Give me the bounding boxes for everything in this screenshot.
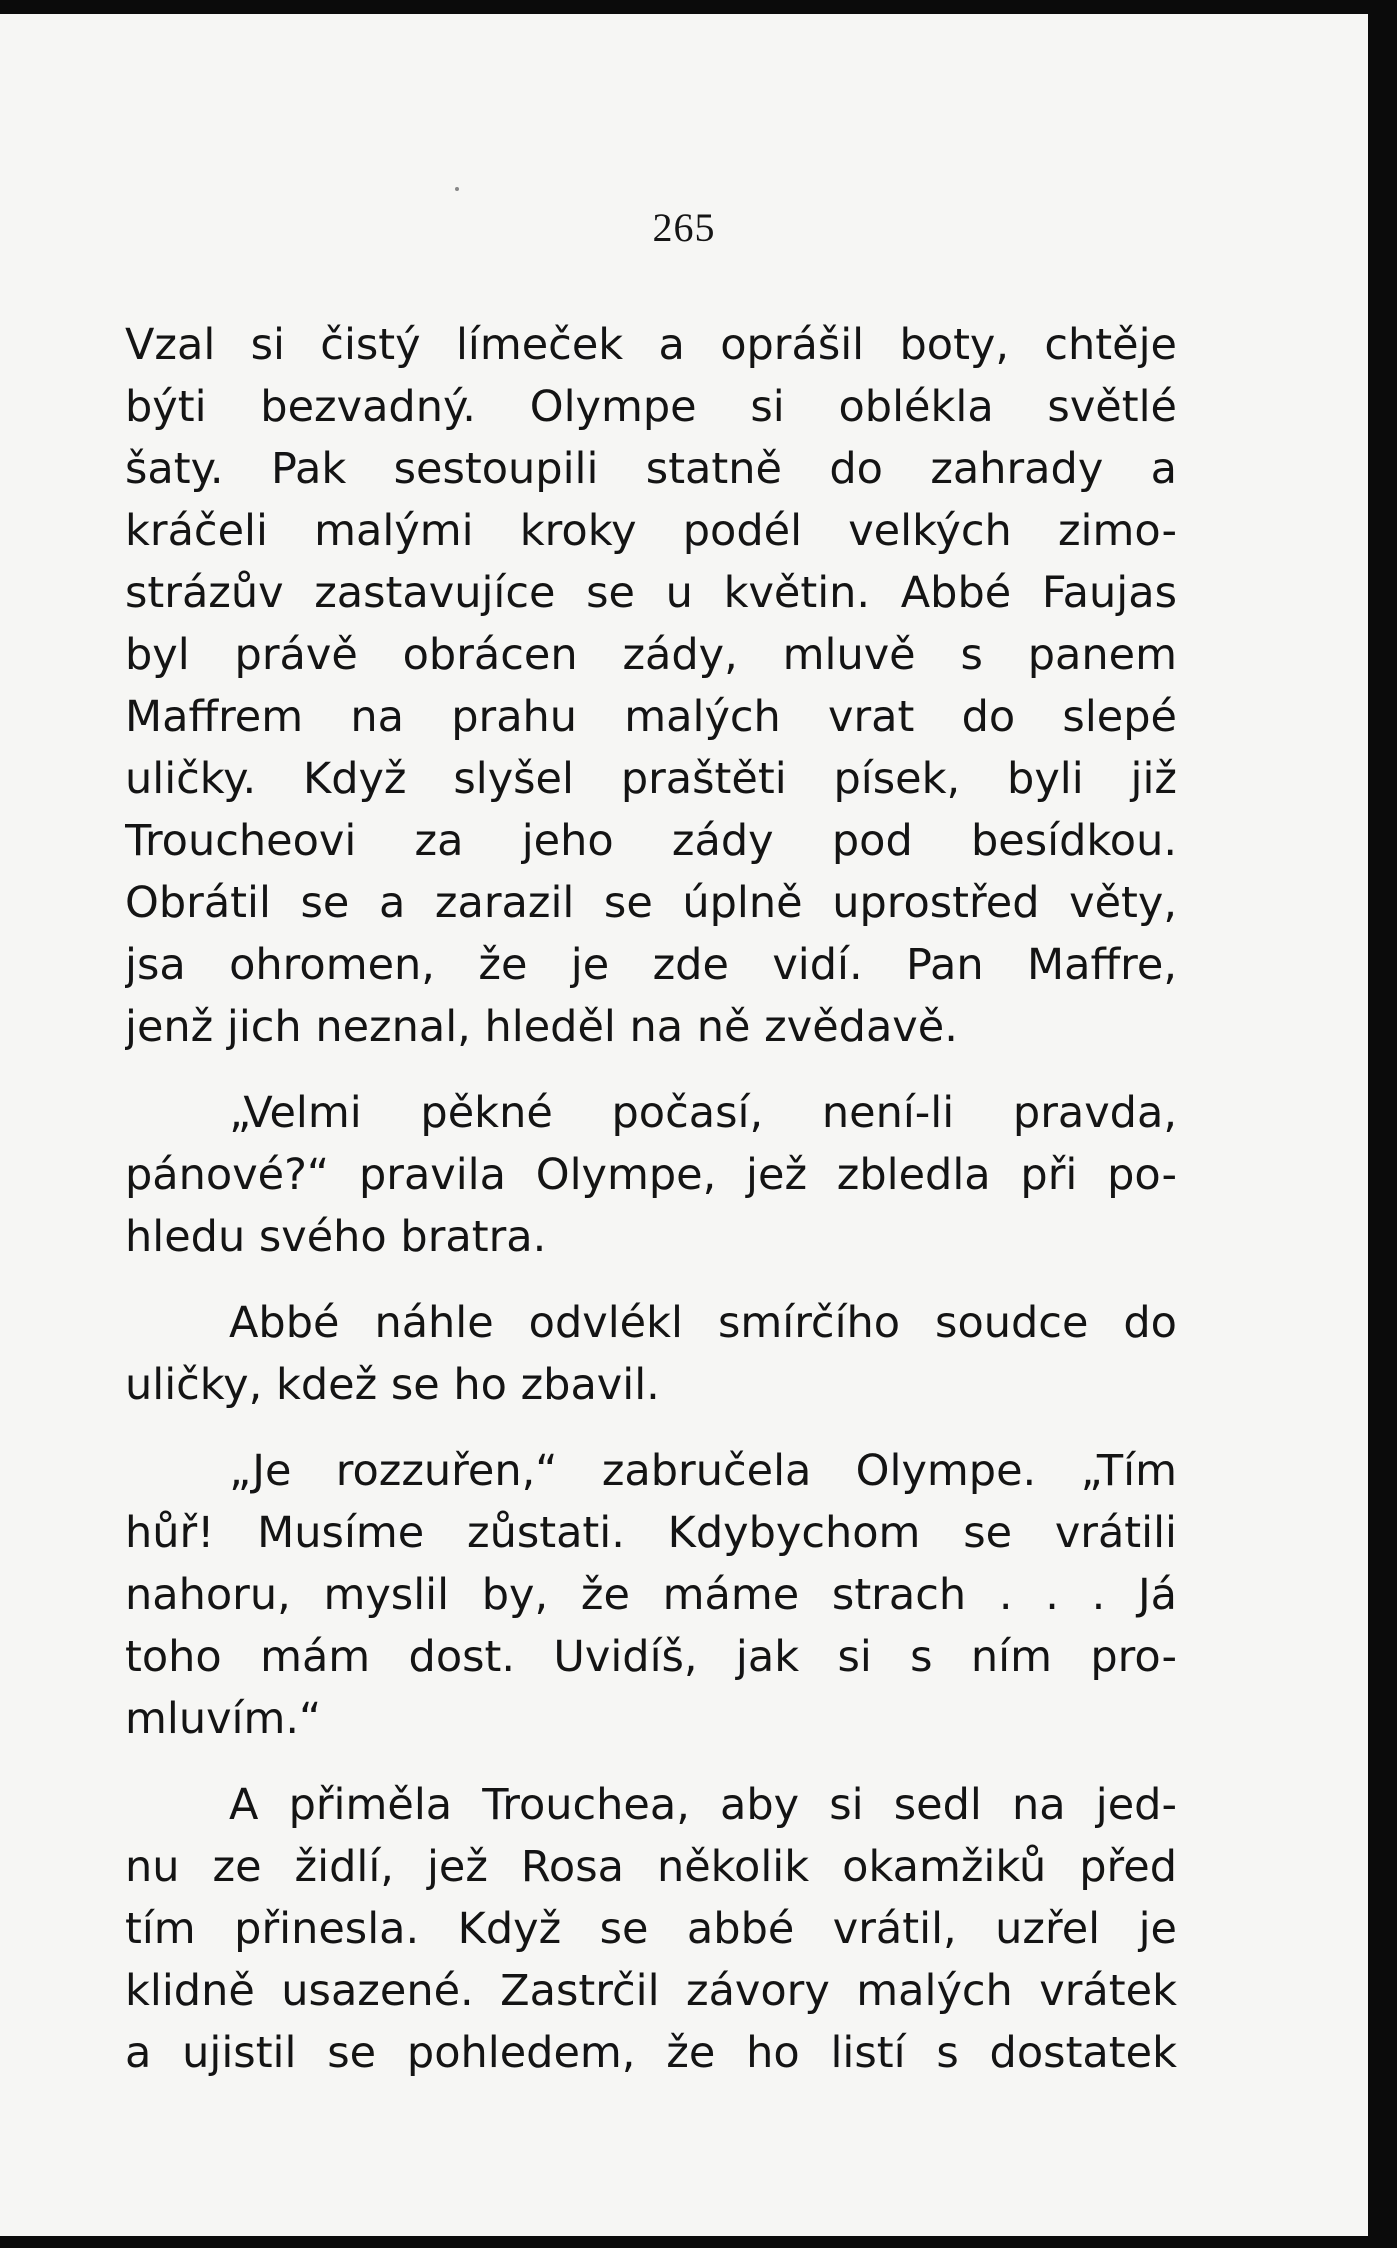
text-line: Abbé náhle odvlékl smírčího soudce do [229,1298,1177,1348]
page-number: 265 [652,205,716,250]
text-line: strázův zastavujíce se u květin. Abbé Faujas [125,568,1177,618]
text-line: byl právě obrácen zády, mluvě s panem [125,630,1177,680]
text-line: jsa ohromen, že je zde vidí. Pan Maffre, [125,940,1177,990]
text-line: uličky, kdež se ho zbavil. [125,1360,660,1410]
text-line: toho mám dost. Uvidíš, jak si s ním pro- [125,1632,1177,1682]
text-line: „Velmi pěkné počasí, není-li pravda, [229,1088,1177,1138]
text-line: uličky. Když slyšel praštěti písek, byli již [125,754,1177,804]
text-line: Maffrem na prahu malých vrat do slepé [125,692,1177,742]
text-line: hůř! Musíme zůstati. Kdybychom se vrátili [125,1508,1177,1558]
text-line: Vzal si čistý límeček a oprášil boty, chtěje [125,320,1177,370]
text-line: A přiměla Trouchea, aby si sedl na jed- [229,1780,1177,1830]
text-line: mluvím.“ [125,1694,322,1744]
text-line: „Je rozzuřen,“ zabručela Olympe. „Tím [229,1446,1177,1496]
scan-border [1368,0,1397,2248]
text-line: nahoru, myslil by, že máme strach . . . Já [125,1570,1177,1620]
book-page [0,14,1368,2236]
speck [455,187,459,191]
text-line: býti bezvadný. Olympe si oblékla světlé [125,382,1177,432]
text-line: Troucheovi za jeho zády pod besídkou. [125,816,1177,866]
text-line: tím přinesla. Když se abbé vrátil, uzřel je [125,1904,1177,1954]
text-line: a ujistil se pohledem, že ho listí s dostatek [125,2028,1177,2078]
text-line: jenž jich neznal, hleděl na ně zvědavě. [125,1002,958,1052]
text-line: šaty. Pak sestoupili statně do zahrady a [125,444,1177,494]
body-text [125,314,1177,2084]
text-line: Obrátil se a zarazil se úplně uprostřed věty, [125,878,1177,928]
text-line: kráčeli malými kroky podél velkých zimo- [125,506,1177,556]
text-line: pánové?“ pravila Olympe, jež zbledla při po- [125,1150,1177,1200]
text-line: klidně usazené. Zastrčil závory malých vrátek [125,1966,1177,2016]
text-line: hledu svého bratra. [125,1212,547,1262]
text-line: nu ze židlí, jež Rosa několik okamžiků před [125,1842,1177,1892]
